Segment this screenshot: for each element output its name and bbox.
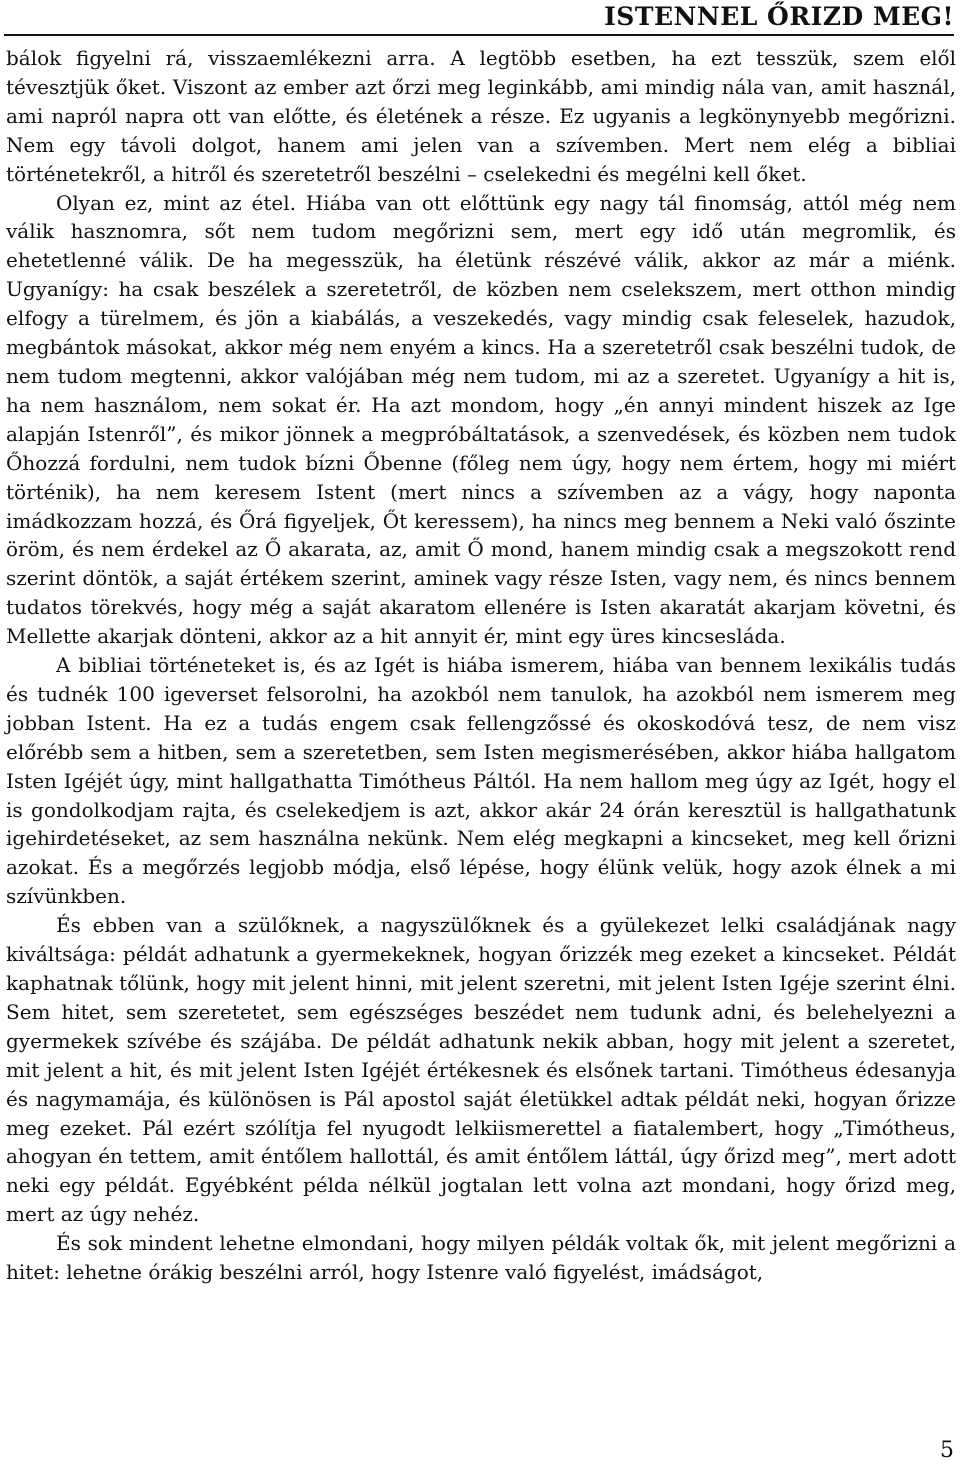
paragraph: Olyan ez, mint az étel. Hiába van ott előttünk egy nagy tál finomság, attól még nem válik hasznomra, sőt nem tudom megőrizni sem, mert egy idő után megromlik, és ehetetlenné válik. De ha megesszük, ha életünk részévé válik, akkor az már a miénk. Ugyanígy: ha csak beszélek a szeretetről, de közben nem cselekszem, mert otthon mindig elfogy a türelmem, és jön a kiabálás, a veszekedés, vagy mindig csak feleselek, hazudok, megbántok másokat, akkor még nem enyém a kincs. Ha a szeretetről csak beszélni tudok, de nem tudom megtenni, akkor valójában még nem tudom, mi az a szeretet. Ugyanígy a hit is, ha nem használom, nem sokat ér. Ha azt mondom, hogy „én annyi mindent hiszek az Ige alapján Istenről”, és mikor jönnek a megpróbáltatások, a szenvedések, és közben nem tudok Őhozzá fordulni, nem tudok bízni Őbenne (főleg nem úgy, hogy nem értem, hogy mi miért történik), ha nem keresem Istent (mert nincs a szívemben az a vágy, hogy naponta imádkozzam hozzá, és Őrá figyeljek, Őt keressem), ha nincs meg bennem a Neki való őszinte öröm, és nem érdekel az Ő akarata, az, amit Ő mond, hanem mindig csak a megszokott rend szerint döntök, a saját értékem szerint, aminek vagy része Isten, vagy nem, és nincs bennem tudatos törekvés, hogy még a saját akaratom ellenére is Isten akaratát akarjam követni, és Mellette akarjak dönteni, akkor az a hit annyit ér, mint egy üres kincsesláda. xyxy=(6,190,956,649)
paragraph-continuation: bálok figyelni rá, visszaemlékezni arra. A legtöbb esetben, ha ezt tesszük, szem elől tévesztjük őket. Viszont az ember azt őrzi meg leginkább, ami mindig nála van, amit használ, ami napról napra ott van előtte, és életének a része. Ez ugyanis a legkönynyebb megőrizni. Nem egy távoli dolgot, hanem ami jelen van a szívemben. Mert nem elég a bibliai történetekről, a hitről és szeretetről beszélni – cselekedni és megélni kell őket. xyxy=(6,46,956,186)
page-number: 5 xyxy=(940,1438,954,1463)
running-header-title: ISTENNEL ŐRIZD MEG! xyxy=(604,2,954,31)
paragraph: A bibliai történeteket is, és az Igét is hiába ismerem, hiába van bennem lexikális tudás és tudnék 100 igeverset felsorolni, ha azokból nem tanulok, ha azokból nem ismerem meg jobban Istent. Ha ez a tudás engem csak fellengzőssé és okoskodóvá tesz, de nem visz előrébb sem a hitben, sem a szeretetben, sem Isten megismerésében, akkor hiába hallgatom Isten Igéjét úgy, mint hallgathatta Timótheus Páltól. Ha nem hallom meg úgy az Igét, hogy el is gondolkodjam rajta, és cselekedjem is azt, akkor akár 24 órán keresztül is hallgathatunk igehirdetéseket, az sem használna nekünk. Nem elég megkapni a kincseket, meg kell őrizni azokat. És a megőrzés legjobb módja, első lépése, hogy élünk velük, hogy azok élnek a mi szívünkben. xyxy=(6,653,956,909)
paragraph: És sok mindent lehetne elmondani, hogy milyen példák voltak ők, mit jelent megőrizni a hitet: lehetne órákig beszélni arról, hogy Istenre való figyelést, imádságot, xyxy=(6,1231,956,1285)
running-header xyxy=(4,0,954,36)
body-text xyxy=(6,44,956,1287)
paragraph: És ebben van a szülőknek, a nagyszülőknek és a gyülekezet lelki családjának nagy kiváltsága: példát adhatunk a gyermekeknek, hogyan őrizzék meg ezeket a kincseket. Példát kaphatnak tőlünk, hogy mit jelent hinni, mit jelent szeretni, mit jelent Isten Igéje szerint élni. Sem hitet, sem szeretetet, sem egészséges beszédet nem tudunk adni, és belehelyezni a gyermekek szívébe és szájába. De példát adhatunk nekik abban, hogy mit jelent a szeretet, mit jelent a hit, és mit jelent Isten Igéjét értékesnek és elsőnek tartani. Timótheus édesanyja és nagymamája, és különösen is Pál apostol saját életükkel adtak példát neki, hogyan őrizze meg ezeket. Pál ezért szólítja fel nyugodt lelkiismerettel a fiatalembert, hogy „Timótheus, ahogyan én tettem, amit éntőlem hallottál, és amit éntőlem láttál, úgy őrizd meg”, mert adott neki egy példát. Egyébként példa nélkül jogtalan lett volna azt mondani, hogy őrizd meg, mert az úgy nehéz. xyxy=(6,913,956,1227)
